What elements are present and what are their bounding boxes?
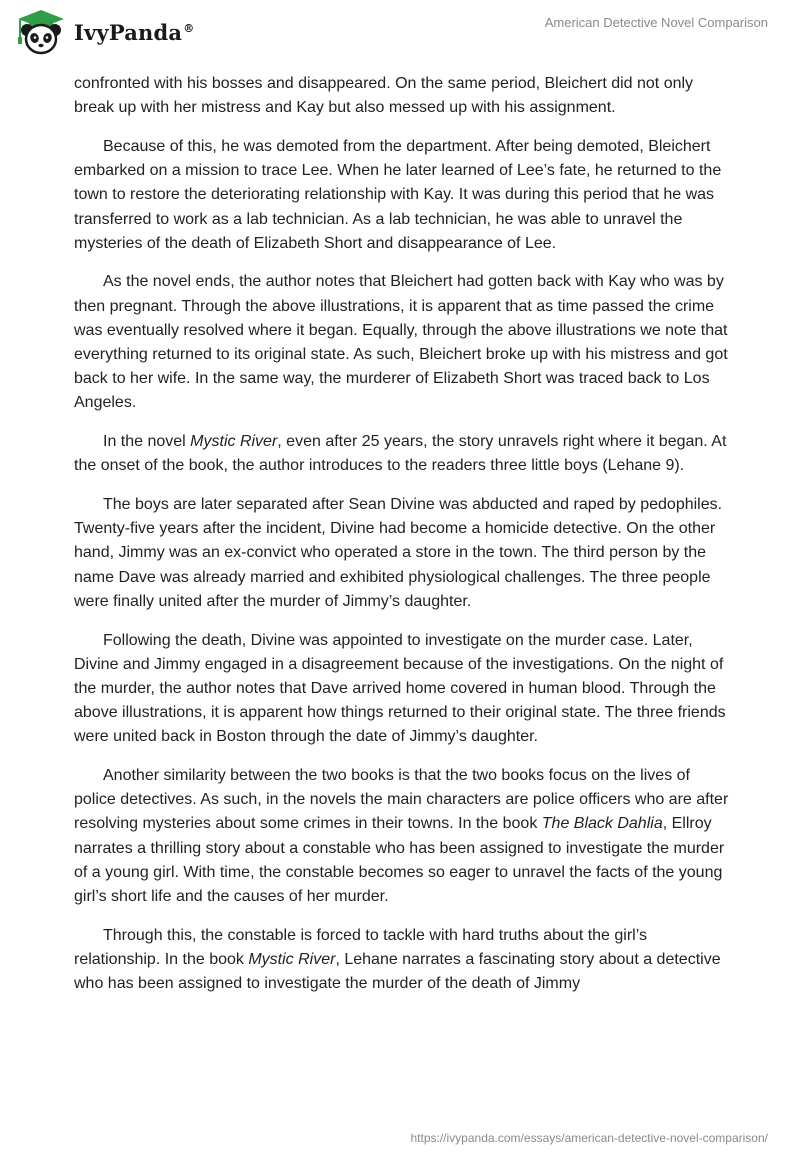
source-url[interactable]: https://ivypanda.com/essays/american-detective-novel-comparison/	[410, 1131, 768, 1145]
paragraph: The boys are later separated after Sean Divine was abducted and raped by pedophiles. Twenty-five years after the incident, Divine had become a homicide detective. On the other hand, Jimmy was an ex-convict who operated a store in the town. The third person by the name Dave was already married and exhibited physiological challenges. The three people were finally united after the murder of Jimmy’s daughter.	[74, 496, 723, 610]
paragraph: Following the death, Divine was appointed to investigate on the murder case. Later, Divine and Jimmy engaged in a disagreement because of the investigations. On the night of the murder, the author notes that Dave arrived home covered in human blood. Through the above illustrations, it is apparent how things returned to their original state. The three friends were united back in Boston through the date of Jimmy’s daughter.	[74, 631, 726, 746]
essay-body	[74, 72, 734, 1011]
book-title: Mystic River	[248, 951, 336, 968]
paragraph: Another similarity between the two books is that the two books focus on the lives of police detectives. As such, in the novels the main characters are police officers who are after resolving mysteries about some crimes in their towns. In the book The Black Dahlia, Ellroy narrates a thrilling story about a constable who has been assigned to investigate the murder of a young girl. With time, the constable becomes so eager to unravel the facts of the young girl’s short life and the causes of her murder.	[74, 767, 729, 906]
book-title: The Black Dahlia	[541, 815, 663, 833]
document-title: American Detective Novel Comparison	[544, 15, 768, 30]
paragraph: Through this, the constable is forced to tackle with hard truths about the girl’s relationship. In the book Mystic River, Lehane narrates a fascinating story about a detective who has been assigned to investigate the murder of the death of Jimmy	[74, 926, 721, 993]
paragraph: confronted with his bosses and disappeared. On the same period, Bleichert did not only break up with her mistress and Kay but also messed up with his assignment.	[74, 75, 694, 117]
page-header	[0, 0, 800, 70]
panda-graduation-cap-icon	[14, 8, 68, 56]
paragraph: In the novel Mystic River, even after 25 years, the story unravels right where it began. At the onset of the book, the author introduces to the readers three little boys (Lehane 9).	[74, 433, 727, 475]
paragraph: Because of this, he was demoted from the department. After being demoted, Bleichert embarked on a mission to trace Lee. When he later learned of Lee’s fate, he returned to the town to restore the deteriorating relationship with Kay. It was during this period that he was transferred to work as a lab technician. As a lab technician, he was able to unravel the mysteries of the death of Elizabeth Short and disappearance of Lee.	[74, 137, 722, 252]
paragraph: As the novel ends, the author notes that Bleichert had gotten back with Kay who was by then pregnant. Through the above illustrations, it is apparent that as time passed the crime was eventually resolved where it began. Equally, through the above illustrations we note that everything returned to its original state. As such, Bleichert broke up with his mistress and got back to her wife. In the same way, the murderer of Elizabeth Short was traced back to Los Angeles.	[74, 273, 728, 412]
brand-name: IvyPanda®	[74, 19, 195, 45]
book-title: Mystic River	[190, 433, 278, 451]
brand-logo[interactable]	[14, 8, 194, 56]
